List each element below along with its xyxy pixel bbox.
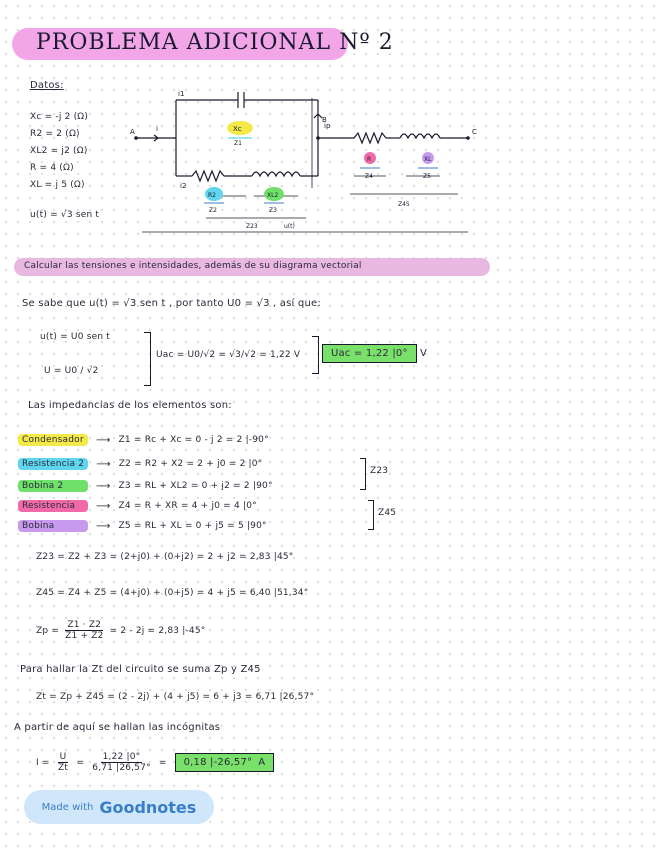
page-title: PROBLEMA ADICIONAL Nº 2 bbox=[36, 30, 394, 55]
element-label: Resistencia bbox=[18, 500, 88, 512]
element-row bbox=[18, 520, 398, 532]
circuit-diagram bbox=[128, 84, 488, 240]
uac-result-box: Uac = 1,22 |0° bbox=[322, 344, 417, 363]
eq-zp-fraction bbox=[65, 620, 103, 641]
eq-i-result-box bbox=[175, 753, 275, 772]
datos-line: Xc = -j 2 (Ω) bbox=[30, 112, 89, 122]
z5-label: Z5 bbox=[423, 173, 431, 180]
arrow-icon: ⟶ bbox=[96, 520, 111, 532]
arrow-icon: ⟶ bbox=[96, 458, 111, 470]
badge-xc-label: Xc bbox=[233, 125, 242, 133]
eq-z23: Z23 = Z2 + Z3 = (2+j0) + (0+j2) = 2 + j2 = 2,83 |45° bbox=[36, 552, 294, 562]
arrow-icon: ⟶ bbox=[96, 434, 111, 446]
current-i-label: i bbox=[156, 125, 158, 133]
eq-i-unit: A bbox=[258, 757, 266, 768]
datos-line: R2 = 2 (Ω) bbox=[30, 129, 80, 139]
badge-r-label: R bbox=[367, 156, 372, 163]
eq-zt: Zt = Zp + Z45 = (2 - 2j) + (4 + j5) = 6 + j3 = 6,71 |26,57° bbox=[36, 692, 315, 702]
element-equation: Z2 = R2 + X2 = 2 + j0 = 2 |0° bbox=[118, 459, 263, 469]
eq-zp-den: Z1 + Z2 bbox=[65, 631, 104, 641]
z3-label: Z3 bbox=[269, 207, 277, 214]
datos-line: XL = j 5 (Ω) bbox=[30, 180, 85, 190]
eq-zp-right: = 2 - 2j = 2,83 |-45° bbox=[109, 625, 206, 636]
node-c-dot bbox=[466, 136, 470, 140]
arrow-icon: ⟶ bbox=[96, 480, 111, 492]
element-label: Bobina bbox=[18, 520, 88, 532]
element-row bbox=[18, 434, 398, 446]
eq-zp-num: Z1 · Z2 bbox=[67, 620, 102, 630]
node-a-label: A bbox=[130, 128, 135, 136]
element-label: Bobina 2 bbox=[18, 480, 88, 492]
datos-line: R = 4 (Ω) bbox=[30, 163, 74, 173]
eq-i-fraction-1 bbox=[58, 752, 69, 773]
z45-label: Z45 bbox=[398, 201, 410, 208]
source-label: u(t) bbox=[284, 223, 295, 230]
element-equation: Z4 = R + XR = 4 + j0 = 4 |0° bbox=[118, 501, 257, 511]
element-row bbox=[18, 480, 398, 492]
eq-i-equals: = bbox=[76, 757, 85, 768]
apartir-line: A partir de aquí se hallan las incógnitas bbox=[14, 722, 221, 733]
z4-label: Z4 bbox=[365, 173, 373, 180]
element-equation: Z1 = Rc + Xc = 0 - j 2 = 2 |-90° bbox=[118, 435, 269, 445]
uac-unit: V bbox=[420, 348, 428, 359]
goodnotes-badge[interactable] bbox=[24, 790, 214, 824]
z23-label: Z23 bbox=[246, 223, 258, 230]
eq-i-den1: Zt bbox=[58, 763, 69, 773]
datos-line: XL2 = j2 (Ω) bbox=[30, 146, 88, 156]
datos-line: u(t) = √3 sen t bbox=[30, 210, 100, 220]
eq-zp-left: Zp = bbox=[36, 625, 60, 636]
node-b-label: B bbox=[322, 116, 327, 124]
element-equation: Z5 = RL + XL = 0 + j5 = 5 |90° bbox=[118, 521, 267, 531]
find-line: Para hallar la Zt del circuito se suma Zp y Z45 bbox=[20, 664, 261, 675]
eq-i-lhs: I = bbox=[36, 757, 50, 768]
badge-xl-label: XL bbox=[424, 156, 432, 163]
node-b-dot bbox=[316, 136, 320, 140]
arrow-icon: ⟶ bbox=[96, 500, 111, 512]
current-i1-label: i1 bbox=[178, 90, 185, 98]
brace-z23-label: Z23 bbox=[370, 466, 389, 476]
uac-left-2: U = U0 / √2 bbox=[44, 366, 99, 376]
datos-label: Datos: bbox=[30, 80, 64, 91]
eq-i-fraction-2 bbox=[92, 752, 151, 773]
badge-small-text: Made with bbox=[41, 801, 94, 813]
eq-i-den2: 6,71 |26,57° bbox=[92, 763, 151, 773]
eq-i-result: 0,18 |-26,57° bbox=[183, 757, 253, 768]
uac-brace-2 bbox=[312, 336, 319, 374]
impedancias-line: Las impedancias de los elementos son: bbox=[28, 400, 232, 411]
element-equation: Z3 = RL + XL2 = 0 + j2 = 2 |90° bbox=[118, 481, 273, 491]
uac-mid: Uac = U0/√2 = √3/√2 = 1,22 V bbox=[156, 350, 301, 360]
current-i2-label: i2 bbox=[180, 182, 187, 190]
element-label: Condensador bbox=[18, 434, 88, 446]
intro-line: Se sabe que u(t) = √3 sen t , por tanto U0 = √3 , así que: bbox=[22, 298, 321, 309]
badge-big-text: Goodnotes bbox=[99, 797, 197, 817]
task-text: Calcular las tensiones e intensidades, además de su diagrama vectorial bbox=[24, 261, 362, 271]
eq-z45: Z45 = Z4 + Z5 = (4+j0) + (0+j5) = 4 + j5 = 6,40 |51,34° bbox=[36, 588, 309, 598]
z1-label: Z1 bbox=[234, 140, 242, 147]
element-label: Resistencia 2 bbox=[18, 458, 88, 470]
uac-brace bbox=[144, 332, 151, 386]
node-a-dot bbox=[134, 136, 138, 140]
eq-i-num2: 1,22 |0° bbox=[102, 752, 141, 762]
badge-r2-label: R2 bbox=[208, 192, 216, 199]
brace-z23 bbox=[360, 458, 366, 490]
element-row bbox=[18, 500, 398, 512]
eq-i-num1: U bbox=[59, 752, 67, 762]
brace-z45-label: Z45 bbox=[378, 508, 397, 518]
current-ip-label: ip bbox=[324, 122, 331, 130]
eq-zp bbox=[36, 620, 205, 641]
eq-i-equals-2: = bbox=[158, 757, 167, 768]
badge-xl2-label: XL2 bbox=[267, 192, 279, 199]
node-c-label: C bbox=[472, 128, 477, 136]
brace-z45 bbox=[368, 500, 374, 530]
element-row bbox=[18, 458, 398, 470]
z2-label: Z2 bbox=[209, 207, 217, 214]
eq-i bbox=[36, 752, 274, 773]
uac-left-1: u(t) = U0 sen t bbox=[40, 332, 111, 342]
